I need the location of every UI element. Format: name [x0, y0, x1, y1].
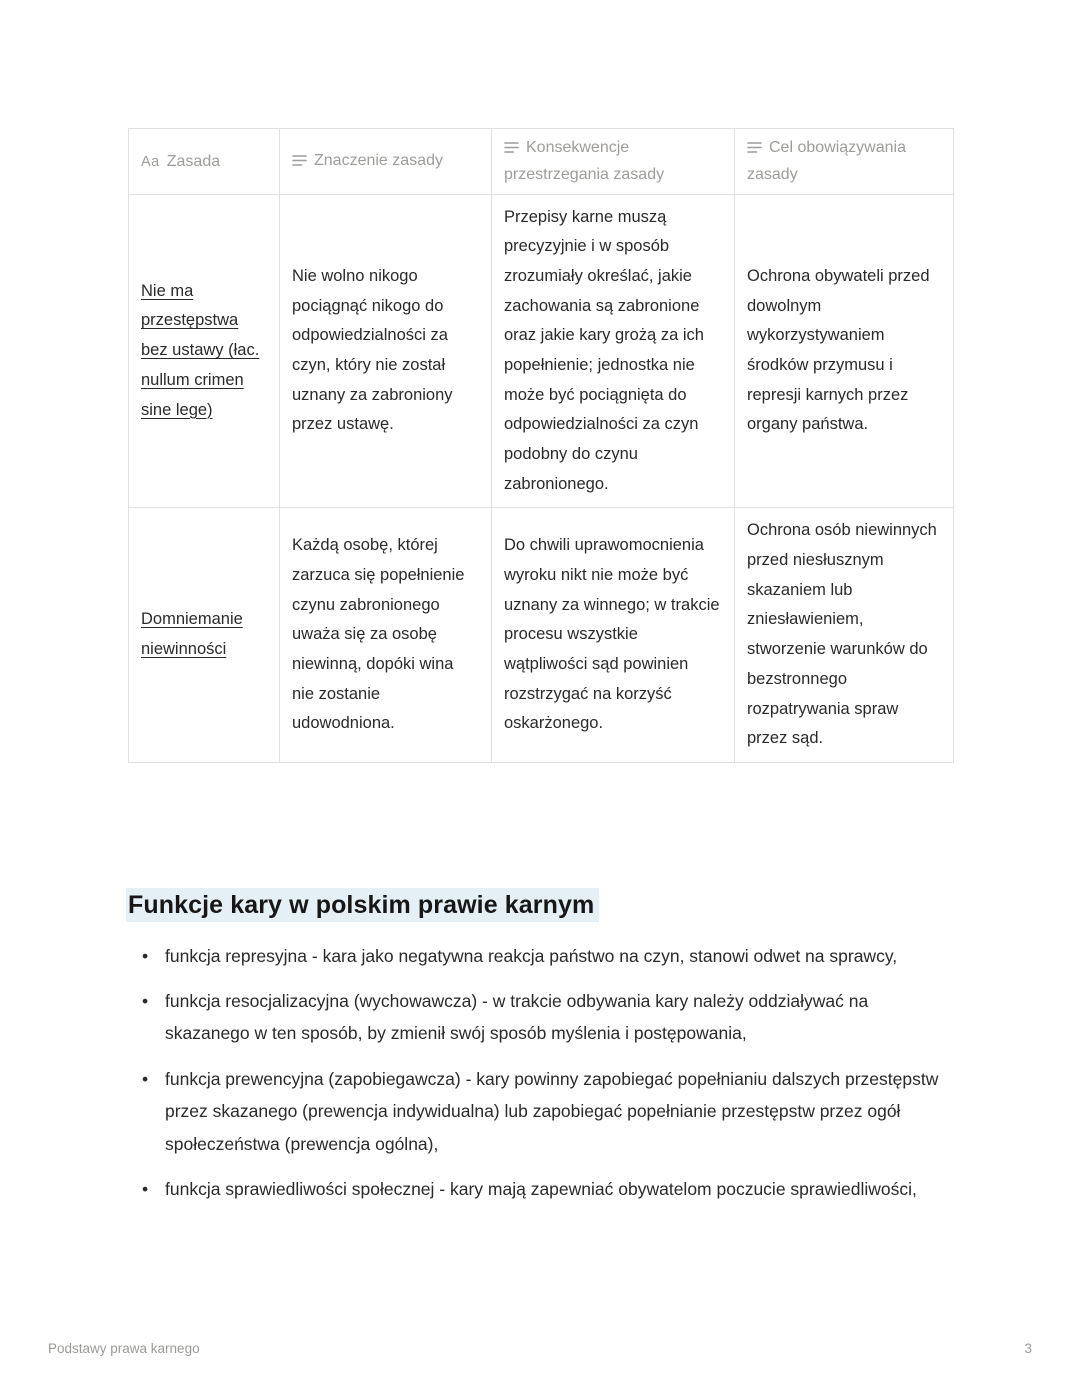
section-heading: [128, 889, 953, 923]
cell-zasada: [129, 194, 280, 508]
page-number: 3: [1024, 1340, 1032, 1356]
title-property-icon: Aa: [141, 153, 160, 170]
column-header-label: Zasada: [166, 152, 221, 170]
table-row: [129, 508, 954, 763]
page-content: [128, 128, 953, 1205]
text-property-icon: [747, 137, 762, 162]
page-footer: [48, 1342, 1032, 1356]
text-property-icon: [504, 137, 519, 162]
cell-cel: Ochrona osób niewinnych przed niesłusznym skazaniem lub zniesławieniem, stworzenie warunków do bezstronnego rozpatrywania spraw przez sąd.: [735, 508, 954, 763]
list-item: • funkcja sprawiedliwości społecznej - kary mają zapewniać obywatelom poczucie sprawiedliwości,: [128, 1173, 953, 1205]
cell-konsekwencje: Przepisy karne muszą precyzyjnie i w sposób zrozumiały określać, jakie zachowania są zabronione oraz jakie kary grożą za ich popełnienie; jednostka nie może być pociągnięta do odpowiedzialności za czyn podobny do czynu zabronionego.: [492, 194, 735, 508]
column-header-cel: [735, 129, 954, 195]
list-item: • funkcja represyjna - kara jako negatywna reakcja państwo na czyn, stanowi odwet na sprawcy,: [128, 940, 953, 972]
column-header-label: Konsekwencje przestrzegania zasady: [504, 139, 665, 184]
row-title-link[interactable]: Nie ma przestępstwa bez ustawy (łac. nullum crimen sine lege): [141, 281, 260, 419]
cell-znaczenie: Każdą osobę, której zarzuca się popełnienie czynu zabronionego uważa się za osobę niewinną, dopóki wina nie zostanie udowodniona.: [280, 508, 492, 763]
table-row: [129, 194, 954, 508]
row-title-link[interactable]: Domniemanie niewinności: [141, 610, 243, 659]
heading-highlight: Funkcje kary w polskim prawie karnym: [126, 888, 599, 922]
cell-zasada: [129, 508, 280, 763]
bullet-list: [128, 940, 953, 1206]
cell-znaczenie: Nie wolno nikogo pociągnąć nikogo do odpowiedzialności za czyn, który nie został uznany za zabroniony przez ustawę.: [280, 194, 492, 508]
cell-konsekwencje: Do chwili uprawomocnienia wyroku nikt nie może być uznany za winnego; w trakcie procesu wszystkie wątpliwości sąd powinien rozstrzygać na korzyść oskarżonego.: [492, 508, 735, 763]
column-header-zasada: [129, 129, 280, 195]
column-header-znaczenie: [280, 129, 492, 195]
column-header-konsekwencje: [492, 129, 735, 195]
column-header-label: Znaczenie zasady: [314, 151, 443, 169]
principles-table: [128, 128, 954, 763]
footer-document-title: Podstawy prawa karnego: [48, 1340, 200, 1356]
cell-cel: Ochrona obywateli przed dowolnym wykorzystywaniem środków przymusu i represji karnych przez organy państwa.: [735, 194, 954, 508]
list-item: • funkcja resocjalizacyjna (wychowawcza) - w trakcie odbywania kary należy oddziaływać na skazanego w ten sposób, by zmienił swój sposób myślenia i postępowania,: [128, 985, 953, 1050]
list-item: • funkcja prewencyjna (zapobiegawcza) - kary powinny zapobiegać popełnianiu dalszych przestępstw przez skazanego (prewencja indywidualna) lub zapobiegać popełnianie przestępstw przez ogół społeczeństwa (prewencja ogólna),: [128, 1063, 953, 1160]
column-header-label: Cel obowiązywania zasady: [747, 139, 906, 184]
table-header-row: [129, 129, 954, 195]
text-property-icon: [292, 150, 307, 175]
